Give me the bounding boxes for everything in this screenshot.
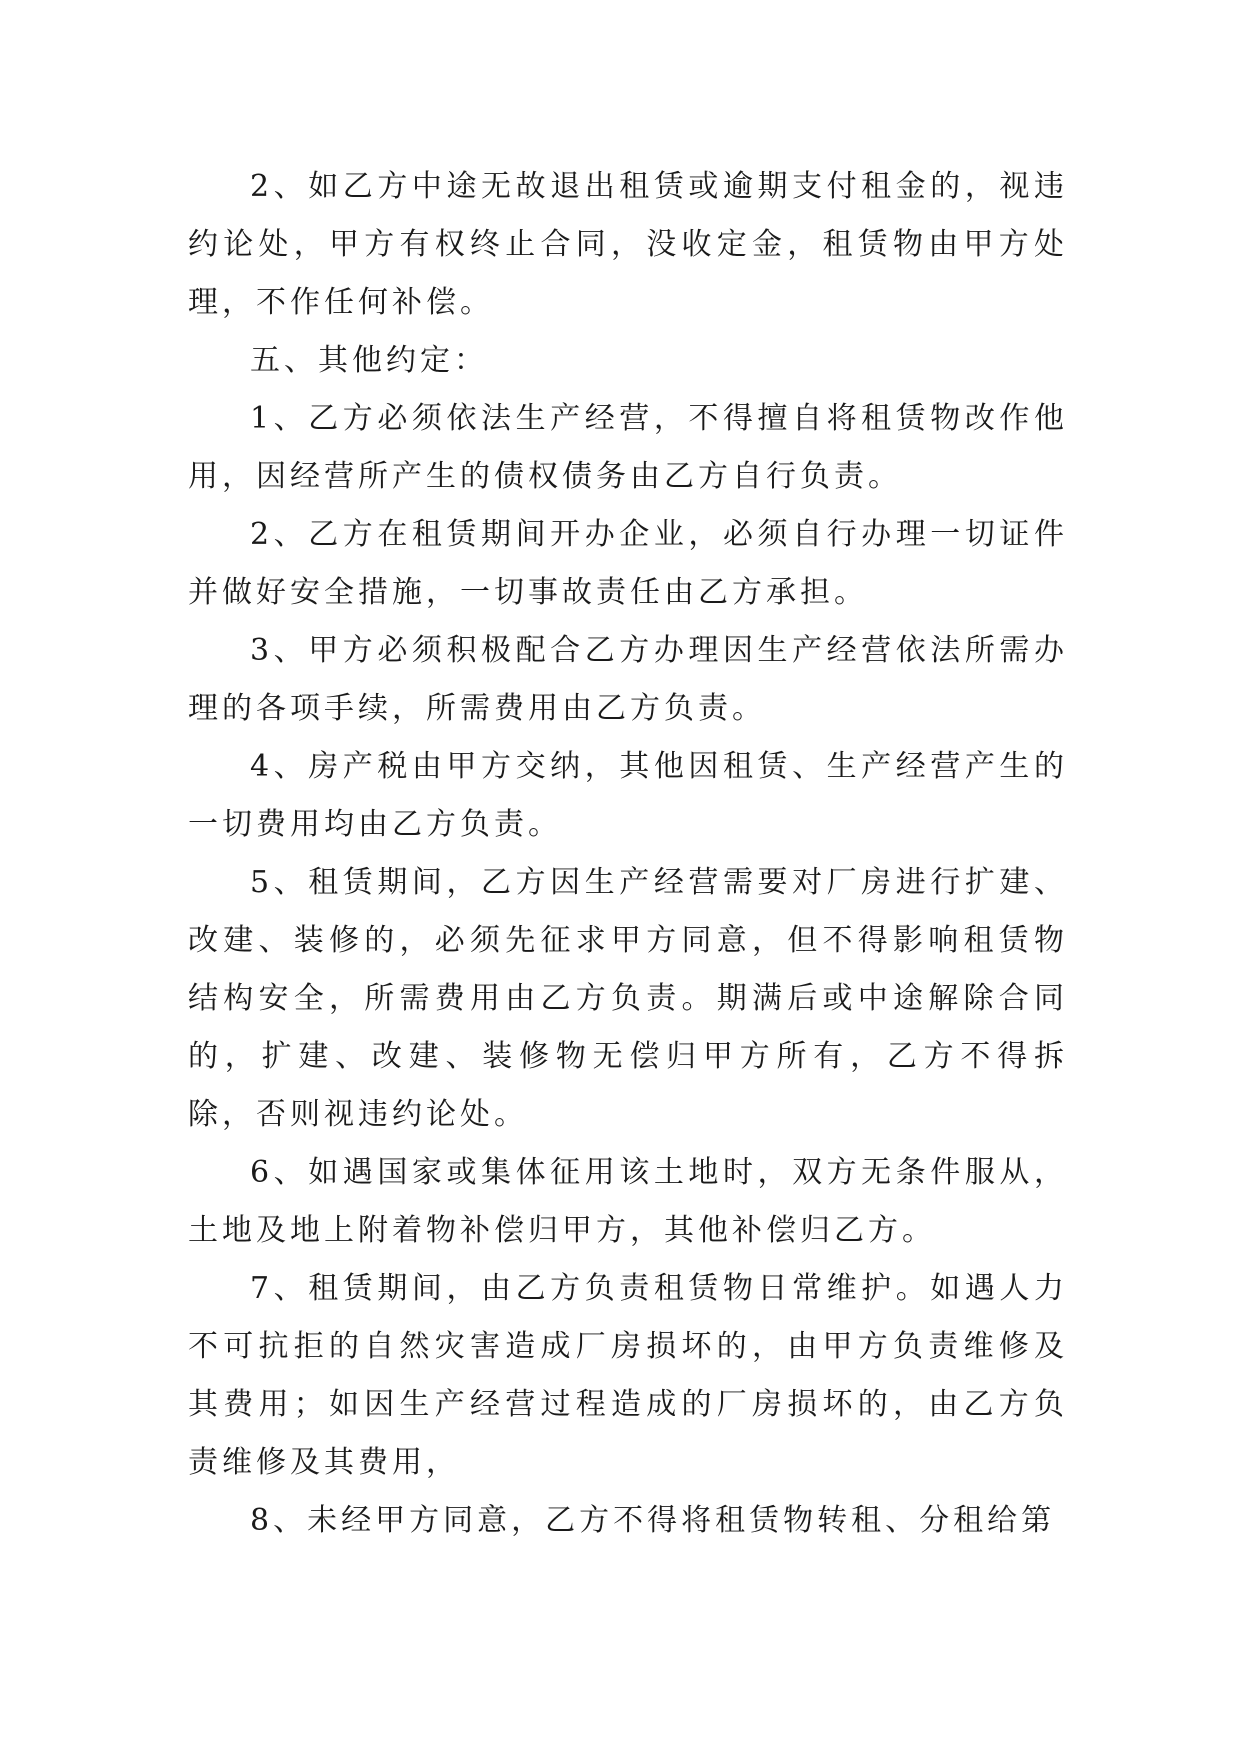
paragraph-clause-5-renovation: 5、租赁期间，乙方因生产经营需要对厂房进行扩建、改建、装修的，必须先征求甲方同意，但不得影响租赁物结构安全，所需费用由乙方负责。期满后或中途解除合同的，扩建、改建、装修物无偿归甲方所有，乙方不得拆除，否则视违约论处。 xyxy=(188,865,1068,1132)
section-heading-other-agreements: 五、其他约定： xyxy=(250,343,488,378)
paragraph-clause-3-procedures: 3、甲方必须积极配合乙方办理因生产经营依法所需办理的各项手续，所需费用由乙方负责。 xyxy=(188,633,1068,726)
paragraph-clause-8-sublease: 8、未经甲方同意，乙方不得将租赁物转租、分租给第 xyxy=(250,1503,1056,1538)
document-body xyxy=(188,158,1068,1550)
paragraph-clause-1-lawful-operation: 1、乙方必须依法生产经营，不得擅自将租赁物改作他用，因经营所产生的债权债务由乙方自行负责。 xyxy=(188,401,1068,494)
paragraph-clause-6-expropriation: 6、如遇国家或集体征用该土地时，双方无条件服从，土地及地上附着物补偿归甲方，其他补偿归乙方。 xyxy=(188,1155,1068,1248)
paragraph-clause-2-certificates: 2、乙方在租赁期间开办企业，必须自行办理一切证件并做好安全措施，一切事故责任由乙方承担。 xyxy=(188,517,1068,610)
paragraph-clause-4-taxes: 4、房产税由甲方交纳，其他因租赁、生产经营产生的一切费用均由乙方负责。 xyxy=(188,749,1068,842)
paragraph-clause-2-breach: 2、如乙方中途无故退出租赁或逾期支付租金的，视违约论处，甲方有权终止合同，没收定金，租赁物由甲方处理，不作任何补偿。 xyxy=(188,169,1068,320)
paragraph-clause-7-maintenance: 7、租赁期间，由乙方负责租赁物日常维护。如遇人力不可抗拒的自然灾害造成厂房损坏的，由甲方负责维修及其费用；如因生产经营过程造成的厂房损坏的，由乙方负责维修及其费用， xyxy=(188,1271,1068,1480)
